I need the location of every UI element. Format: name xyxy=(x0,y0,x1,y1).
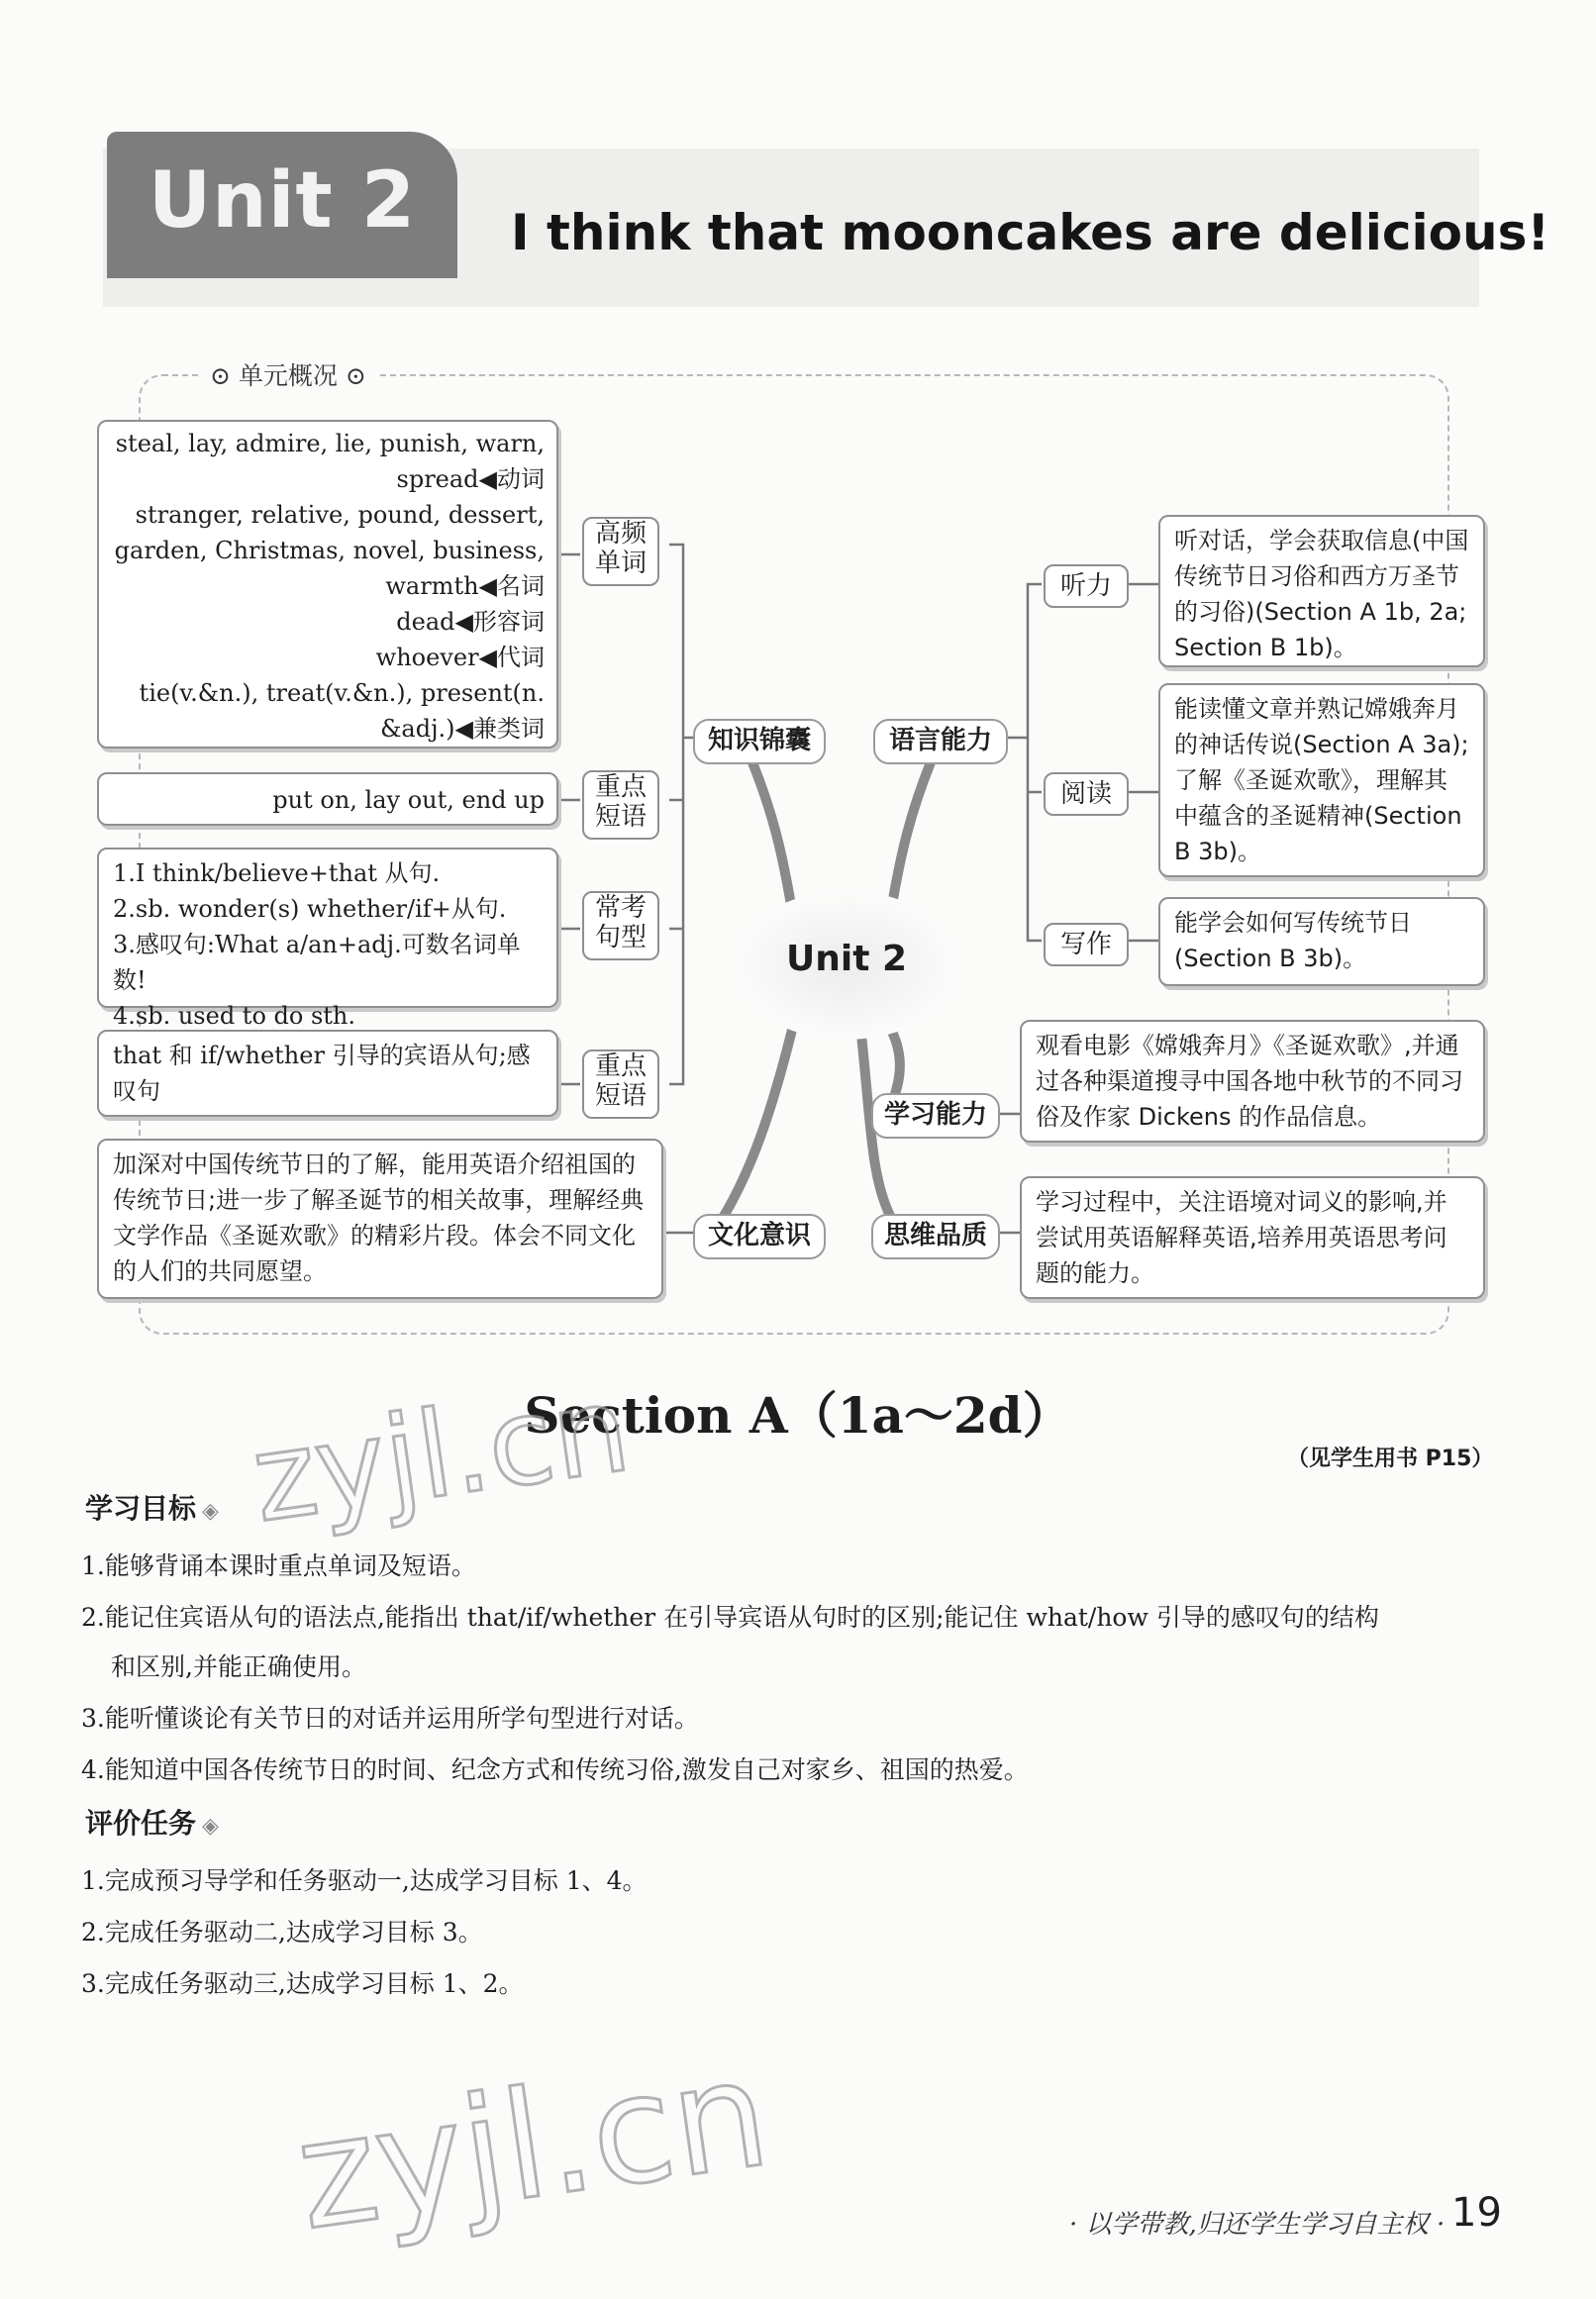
textbook-reference: （见学生用书 P15） xyxy=(1287,1447,1494,1471)
label-listening: 听力 xyxy=(1044,564,1129,608)
section-title: Section A（1a～2d） xyxy=(524,1386,1072,1445)
watermark-top: zyjl.cn xyxy=(245,1360,638,1549)
thinking-box: 学习过程中，关注语境对词义的影响,并尝试用英语解释英语,培养用英语思考问题的能力。 xyxy=(1020,1176,1485,1299)
pattern-item-3: 3.感叹句:What a/an+adj.可数名词单数! xyxy=(113,931,521,994)
goal-line-1: 1.能够背诵本课时重点单词及短语。 xyxy=(81,1551,476,1580)
node-thinking: 思维品质 xyxy=(871,1214,1000,1259)
vocab-nouns-end: warmth◀名词 xyxy=(385,572,545,600)
pattern-item-4: 4.sb. used to do sth. xyxy=(113,1002,356,1030)
node-knowledge: 知识锦囊 xyxy=(693,719,826,764)
grammar-box: that 和 if/whether 引导的宾语从句;感叹句 xyxy=(97,1030,558,1117)
watermark-bottom: zyjl.cn xyxy=(287,2027,778,2264)
label-reading: 阅读 xyxy=(1044,772,1129,816)
vocab-verbs: steal, lay, admire, lie, punish, warn, xyxy=(115,430,545,457)
goal-line-2-cont: 和区别,并能正确使用。 xyxy=(111,1652,366,1681)
label-patterns: 常考 句型 xyxy=(582,891,659,960)
vocab-nouns-1: stranger, relative, pound, dessert, xyxy=(135,501,545,529)
patterns-box xyxy=(97,848,558,1030)
vocabulary-box xyxy=(97,420,558,749)
culture-box: 加深对中国传统节日的了解，能用英语介绍祖国的传统节日;进一步了解圣诞节的相关故事，理解经典文学作品《圣诞欢歌》的精彩片段。体会不同文化的人们的共同愿望。 xyxy=(97,1139,663,1299)
goal-line-2: 2.能记住宾语从句的语法点,能指出 that/if/whether 在引导宾语从句时的区别;能记住 what/how 引导的感叹句的结构 xyxy=(81,1603,1379,1632)
learning-box: 观看电影《嫦娥奔月》《圣诞欢歌》,并通过各种渠道搜寻中国各地中秋节的不同习俗及作家 Dickens 的作品信息。 xyxy=(1020,1020,1485,1143)
diamond-icon: ◈ xyxy=(202,1814,219,1839)
goals-heading xyxy=(85,1487,219,1527)
vocab-pronouns: whoever◀代词 xyxy=(375,644,545,671)
task-line-1: 1.完成预习导学和任务驱动一,达成学习目标 1、4。 xyxy=(81,1866,648,1895)
vocab-multi-class: tie(v.&n.), treat(v.&n.), present(n. xyxy=(139,679,545,707)
goal-line-4: 4.能知道中国各传统节日的时间、纪念方式和传统习俗,激发自己对家乡、祖国的热爱。 xyxy=(81,1755,1029,1784)
page-number: 19 xyxy=(1451,2190,1502,2236)
label-grammar: 重点 短语 xyxy=(582,1050,659,1119)
unit-label: Unit 2 xyxy=(148,156,417,246)
listening-box: 听对话，学会获取信息(中国传统节日习俗和西方万圣节的习俗)(Section A 1b, 2a; Section B 1b)。 xyxy=(1158,515,1485,667)
node-culture: 文化意识 xyxy=(693,1214,826,1259)
goal-line-3: 3.能听懂谈论有关节日的对话并运用所学句型进行对话。 xyxy=(81,1704,699,1733)
unit-title: I think that mooncakes are delicious! xyxy=(511,204,1550,261)
label-writing: 写作 xyxy=(1044,923,1129,966)
tasks-heading-text: 评价任务 xyxy=(85,1807,197,1840)
goals-heading-text: 学习目标 xyxy=(85,1492,197,1525)
label-phrases: 重点 短语 xyxy=(582,770,659,840)
node-learning: 学习能力 xyxy=(871,1093,1000,1139)
task-line-2: 2.完成任务驱动二,达成学习目标 3。 xyxy=(81,1918,483,1947)
vocab-verbs-end: spread◀动词 xyxy=(396,465,545,493)
reading-box: 能读懂文章并熟记嫦娥奔月的神话传说(Section A 3a);了解《圣诞欢歌》，理解其中蕴含的圣诞精神(Section B 3b)。 xyxy=(1158,683,1485,877)
tasks-heading xyxy=(85,1802,219,1842)
task-line-3: 3.完成任务驱动三,达成学习目标 1、2。 xyxy=(81,1969,524,1998)
pattern-item-1: 1.I think/believe+that 从句. xyxy=(113,859,441,887)
center-unit-label: Unit 2 xyxy=(786,939,907,979)
writing-box: 能学会如何写传统节日(Section B 3b)。 xyxy=(1158,897,1485,986)
pattern-item-2: 2.sb. wonder(s) whether/if+从句. xyxy=(113,895,507,923)
footer-slogan: · 以学带教,归还学生学习自主权 · xyxy=(1069,2210,1446,2240)
node-language: 语言能力 xyxy=(873,719,1008,764)
diamond-icon: ◈ xyxy=(202,1499,219,1524)
overview-heading: ⊙ 单元概况 ⊙ xyxy=(198,356,378,392)
vocab-adjectives: dead◀形容词 xyxy=(396,608,545,636)
phrases-box: put on, lay out, end up xyxy=(97,772,558,826)
label-vocabulary: 高频 单词 xyxy=(582,517,659,586)
vocab-nouns-2: garden, Christmas, novel, business, xyxy=(114,537,545,564)
vocab-multi-class-end: &adj.)◀兼类词 xyxy=(380,715,545,743)
